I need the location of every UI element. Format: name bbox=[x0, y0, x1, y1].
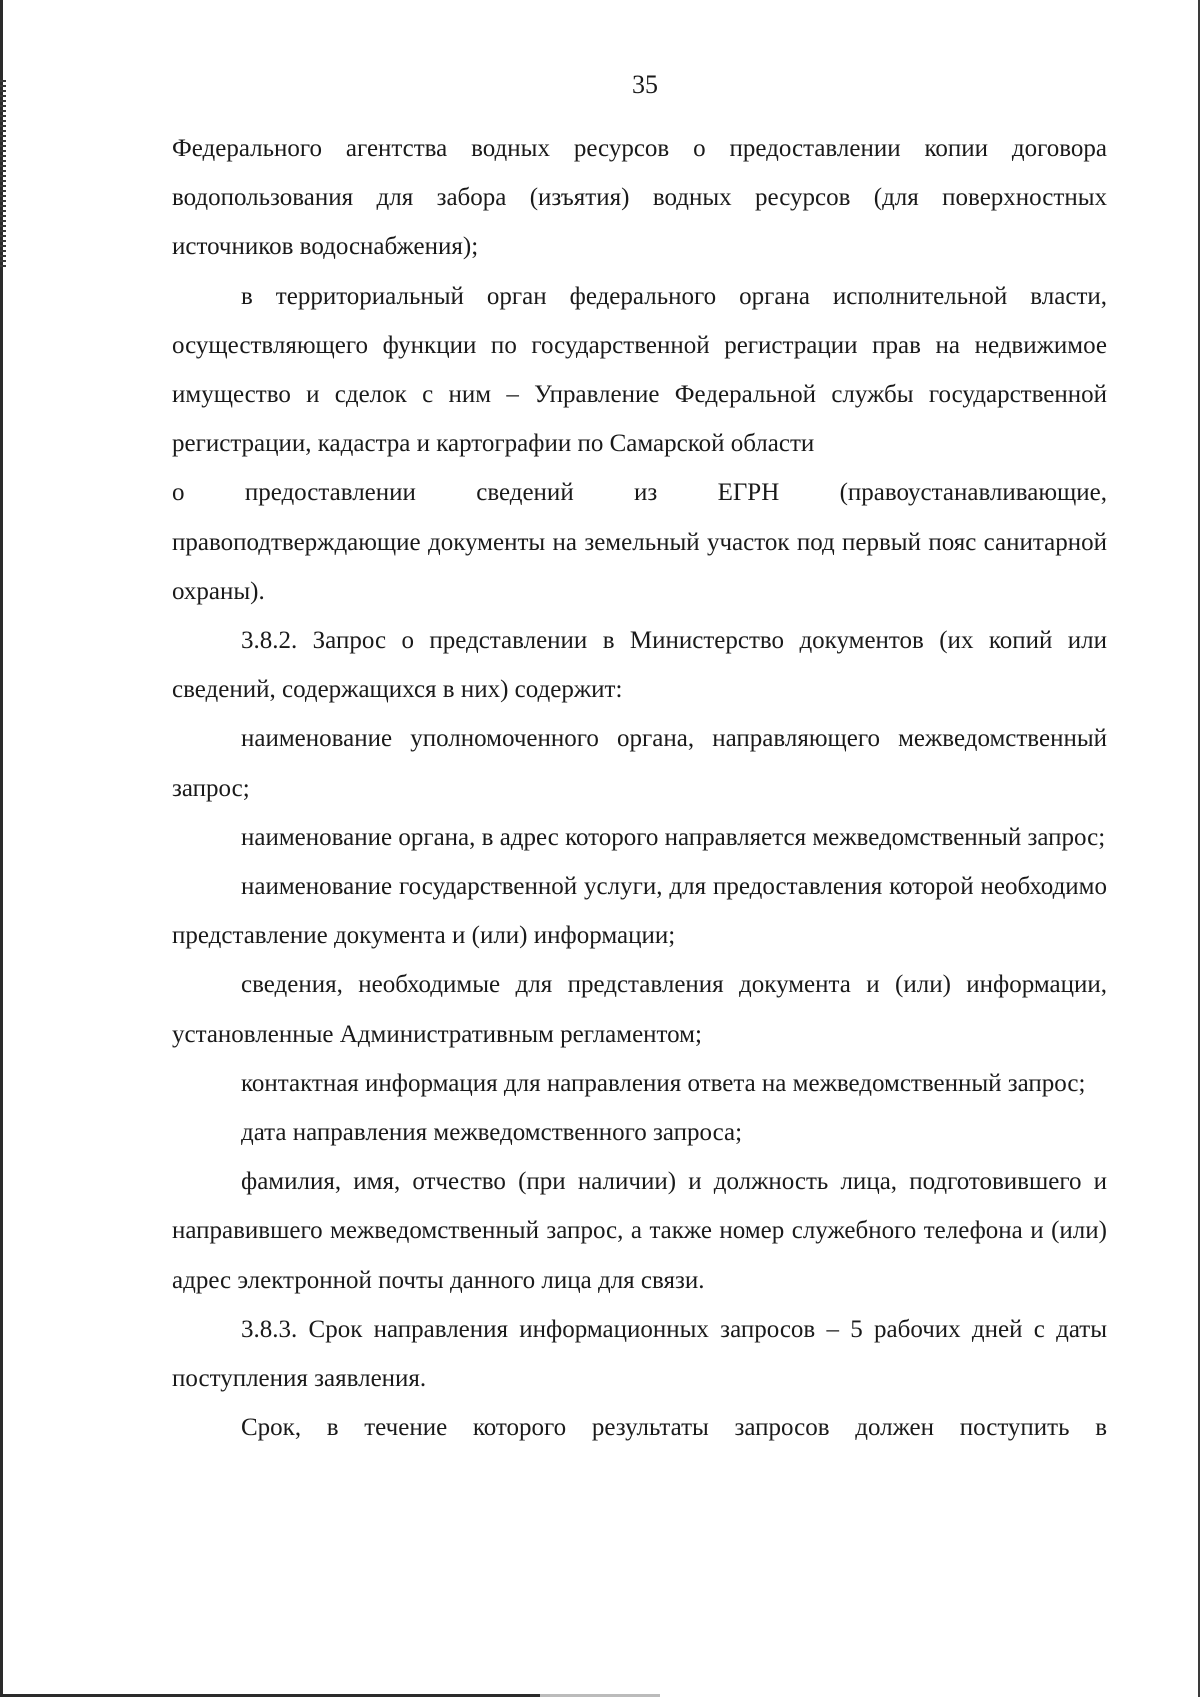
list-item-service-name: наименование государственной услуги, для предоставления которой необходимо представление документа и (или) информации; bbox=[172, 873, 1107, 950]
list-item-responsible-person: фамилия, имя, отчество (при наличии) и должность лица, подготовившего и направившего межведомственный запрос, а также номер служебного телефона и (или) адрес электронной почты данного лица для связи. bbox=[172, 1168, 1107, 1294]
document-body bbox=[172, 124, 1107, 1452]
page-number: 35 bbox=[632, 70, 658, 99]
paragraph-documents: правоподтверждающие документы на земельный участок под первый пояс санитарной охраны). bbox=[172, 528, 1107, 605]
paragraph-3-8-2: 3.8.2. Запрос о представлении в Министерство документов (их копий или сведений, содержащихся в них) содержит: bbox=[172, 627, 1107, 704]
scan-edge-mark bbox=[0, 80, 6, 270]
paragraph-rosreestr: в территориальный орган федерального органа исполнительной власти, осуществляющего функции по государственной регистрации прав на недвижимое имущество и сделок с ним – Управление Федеральной службы государственной регистрации, кадастра и картографии по Самарской области bbox=[172, 282, 1107, 458]
list-item-recipient-authority: наименование органа, в адрес которого направляется межведомственный запрос; bbox=[241, 823, 1106, 851]
paragraph-3-8-3: 3.8.3. Срок направления информационных запросов – 5 рабочих дней с даты поступления заявления. bbox=[172, 1315, 1107, 1393]
list-item-request-date: дата направления межведомственного запроса; bbox=[241, 1119, 743, 1147]
paragraph-egrn-line: о предоставлении сведений из ЕГРН (правоустанавливающие, bbox=[172, 479, 1107, 507]
paragraph-water-agency: Федерального агентства водных ресурсов о предоставлении копии договора водопользования для забора (изъятия) водных ресурсов (для поверхностных источников водоснабжения); bbox=[172, 135, 1107, 261]
paragraph-response-deadline: Срок, в течение которого результаты запросов должен поступить в bbox=[241, 1414, 1107, 1442]
list-item-contact-info: контактная информация для направления ответа на межведомственный запрос; bbox=[241, 1069, 1086, 1097]
list-item-requesting-authority: наименование уполномоченного органа, направляющего межведомственный запрос; bbox=[172, 725, 1107, 802]
list-item-required-info: сведения, необходимые для представления документа и (или) информации, установленные Административным регламентом; bbox=[172, 971, 1107, 1048]
